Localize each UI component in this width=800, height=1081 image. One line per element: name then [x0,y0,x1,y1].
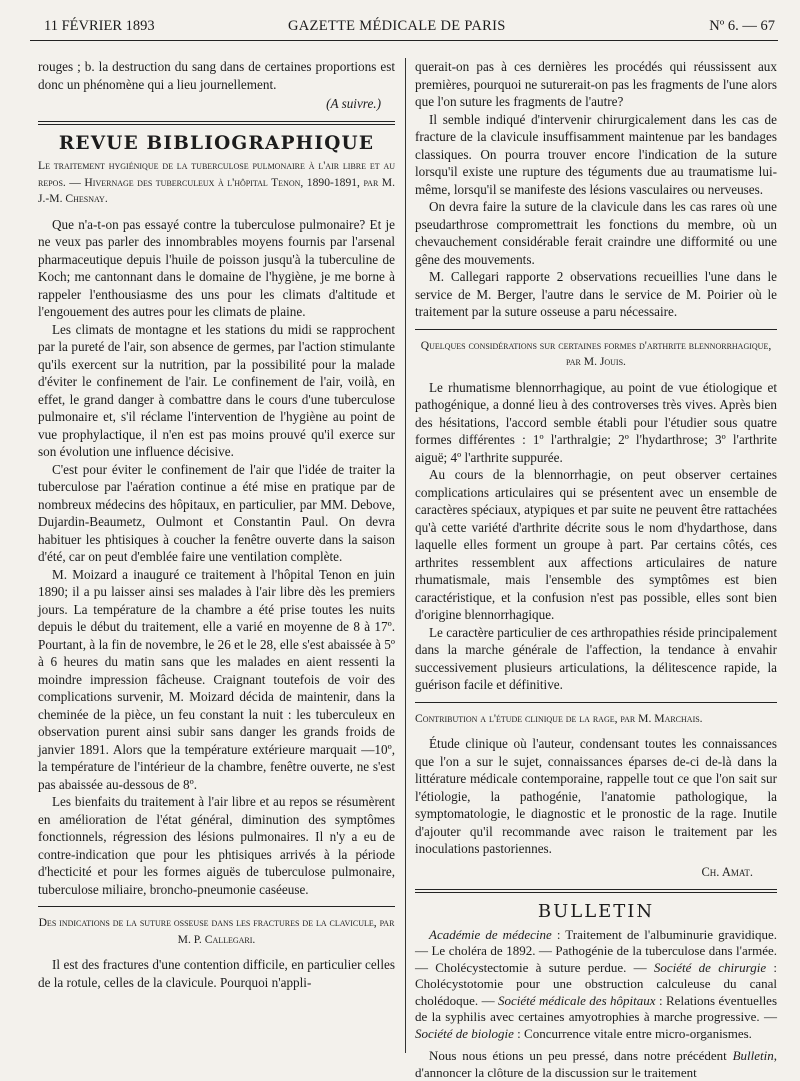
paragraph: M. Callegari rapporte 2 observations recueillies l'une dans le service de M. Berger, l'autre dans le service de M. Poirier où le traitement par la suture osseuse a paru nécessaire. [415,269,777,319]
paragraph: Les bienfaits du traitement à l'air libre et au repos se résumèrent en amélioration de l'état général, diminution des symptômes fonctionnels, régression des lésions pulmonaires. Il n'y a eu de contre-indication que pour les phtisiques arrivés à la période d'hecticité et pour les formes aiguës de tuberculose pulmonaire, tuberculose miliaire, broncho-pneumonie caséeuse. [38,794,395,897]
column-divider [405,58,406,1053]
bulletin-title: BULLETIN [537,901,655,922]
signature: Ch. Amat. [701,864,753,879]
right-column [415,58,778,1080]
to-follow-note: (A suivre.) [326,96,381,111]
header-rule [30,40,778,41]
paragraph: Les climats de montagne et les stations du midi se rapprochent par la pureté de l'air, son absence de germes, par l'action stimulante qu'ils exercent sur la nutrition, par la possibilité pour la malade d'éviter le confinement de l'air. Le confinement de l'air, voilà, en effet, le grand danger à combattre dans le cours d'une tuberculose pulmonaire et, s'il réclame l'intervention de l'hygiène au point de vue prophylactique, il n'en est pas moins prouvé qu'il exerce sur son évolution une influence décisive. [38,321,395,459]
paragraph: Que n'a-t-on pas essayé contre la tuberculose pulmonaire? Et je ne veux pas parler des innombrables moyens fournis par l'arsenal pharmaceutique depuis l'huile de poisson jusqu'à la tuberculine de Koch; me cantonnant dans le domaine de l'hygiène, je me borne à rappeler l'enthousiasme des uns pour les climats d'altitude et l'engouement des autres pour les climats de plaine. [38,216,395,319]
bulletin-text: Nous nous étions un peu pressé, dans notre précédent [429,1048,733,1063]
paragraph: Il est des fractures d'une contention difficile, en particulier celles de la rotule, celles de la clavicule. Pourquoi n'appli- [38,957,395,990]
header-journal-title: GAZETTE MÉDICALE DE PARIS [288,18,506,34]
paragraph: On devra faire la suture de la clavicule dans les cas rares où une pseudarthrose compromettrait les fonctions du membre, où un chevauchement considérable ferait craindre une difformité ou une gêne des mouvements. [415,199,777,267]
bulletin-text: , d'annoncer la clôture de la discussion sur le traitement [415,1048,777,1080]
article-heading-arthrite: Quelques considérations sur certaines formes d'arthrite blennorrhagique, par M. Jouis. [420,338,772,368]
bulletin-ref: Bulletin [732,1048,774,1063]
bulletin-text: : Relations éventuelles de la syphilis avec certaines amyotrophies à marche progressive. — [415,992,778,1024]
paragraph: Le caractère particulier de ces arthropathies réside principalement dans la marche générale de l'affection, la tendance à envahir successivement plusieurs articulations, la délitescence rapide, la guérison facile et définitive. [415,624,777,692]
bulletin-summary [415,927,777,1043]
society-name: Société de chirurgie [653,959,767,975]
paragraph: Au cours de la blennorrhagie, on peut observer certaines complications articulaires qui se présentent avec un ensemble de caractères spéciaux, atypiques et par suite ne peuvent être rattachées qu'à cette variété d'arthrite décrite sous le nom d'hydarthose, dans laquelle elles forment un groupe à part. Par certains côtés, ces arthrites ressemblent aux affections articulaires de nature rhumatismale, mais l'ensemble des symptômes est bien caractéristique, et la confusion n'est pas possible, elles sont bien d'origine blennorrhagique. [415,467,777,622]
article-heading-suture: Des indications de la suture osseuse dans les fractures de la clavicule, par M. P. Callegari. [38,916,395,946]
header-date: 11 FÉVRIER 1893 [44,18,155,34]
article-rule [415,702,777,703]
paragraph: C'est pour éviter le confinement de l'air que l'idée de traiter la tuberculose par l'aération continue a été mise en pratique par de nombreux médecins des hôpitaux, en particulier, par MM. Debove, Dujardin-Beaumetz, Oulmont et Constantin Paul. On devra habituer les phtisiques à coucher la fenêtre ouverte dans la saison d'été, car on peut d'emblée faire une ventilation complète. [38,461,395,564]
paragraph: Il semble indiqué d'intervenir chirurgicalement dans les cas de fracture de la clavicule insuffisamment maintenue par les bandages classiques. On pourra trouver encore l'indication de la suture lorsqu'il existe une rupture des téguments due au traumatisme lui-même, lorsqu'il se manifeste des lésions vasculaires ou nerveuses. [415,111,777,197]
left-column [38,58,395,1058]
bulletin-text: : Concurrence vitale entre micro-organismes. [513,1025,752,1041]
section-rule [38,121,395,125]
bulletin-text: : Cholécystotomie pour une obstruction calculeuse du canal cholédoque. — [415,959,777,1008]
paragraph: M. Moizard a inauguré ce traitement à l'hôpital Tenon en juin 1890; il a pu laisser ainsi ses malades à l'air libre dès les premiers jours. La température de la chambre a été prise toutes les nuits depuis le début du traitement, elle a varié en moyenne de 8 à 17º. Pourtant, à la fin de novembre, le 26 et le 28, elle s'est abaissée à 5º à 6 heures du matin sans que les malades en aient ressenti la moindre impression fâcheuse. Craignant toutefois de voir des complications survenir, M. Moizard décida de maintenir, dans la cheminée de la pièce, un feu constant la nuit : les tuberculeux en observation purent ainsi subir sans danger les grands froids de janvier 1891. Alors que la température extérieure marquait —10º, la température de l'intérieur de la chambre, fenêtre ouverte, ne s'est pas abaissée au-dessous de 8º. [38,566,395,792]
continuation-text: rouges ; b. la destruction du sang dans de certaines proportions est donc un phénomène qui a lieu journellement. [38,59,395,92]
society-name: Académie de médecine [429,926,552,942]
article-rule [38,906,395,907]
society-name: Société de biologie [415,1025,514,1041]
header-issue-number: Nº 6. — 67 [709,18,775,34]
bulletin-text: : Traitement de l'albuminurie gravidique. — Le choléra de 1892. — Pathogénie de la tuberculose dans l'armée. — Cholécystectomie à suture perdue. — [415,926,777,975]
article-heading-rage: Contribution a l'étude clinique de la rage, par M. Marchais. [415,711,703,725]
bulletin-rule [415,889,777,893]
paragraph: querait-on pas à ces dernières les procédés qui réussissent aux premières, pourquoi ne suturerait-on pas les fragments de l'une alors que l'on suture les fragments de l'autre? [415,59,777,109]
society-name: Société médicale des hôpitaux [498,992,656,1008]
article-rule [415,329,777,330]
bulletin-paragraph [415,1048,777,1081]
article-heading-tuberculose: Le traitement hygiénique de la tuberculose pulmonaire à l'air libre et au repos. — Hivernage des tuberculeux à l'hôpital Tenon, 1890-1891, par M. J.-M. Chesnay. [38,159,395,205]
page-header [30,14,775,40]
paragraph: Le rhumatisme blennorrhagique, au point de vue étiologique et pathogénique, a donné lieu à des controverses très vives. Après bien des hésitations, l'accord semble établi pour l'étudier sous quatre formes différentes : 1º l'arthralgie; 2º l'hydarthrose; 3º l'arthrite aiguë; 4º l'arthrite suppurée. [415,379,777,465]
section-title: REVUE BIBLIOGRAPHIQUE [58,132,375,154]
paragraph: Étude clinique où l'auteur, condensant toutes les connaissances que l'on a sur le sujet, connaissances éparses de-ci de-là dans la littérature médicale contemporaine, rappelle tout ce que l'on sait sur l'étiologie, la pathogénie, l'anatomie pathologique, la symptomatologie, le diagnostic et le pronostic de la rage. Inutile d'ajouter qu'il recommande avec raison le traitement par les inoculations pastoriennes. [415,736,777,856]
